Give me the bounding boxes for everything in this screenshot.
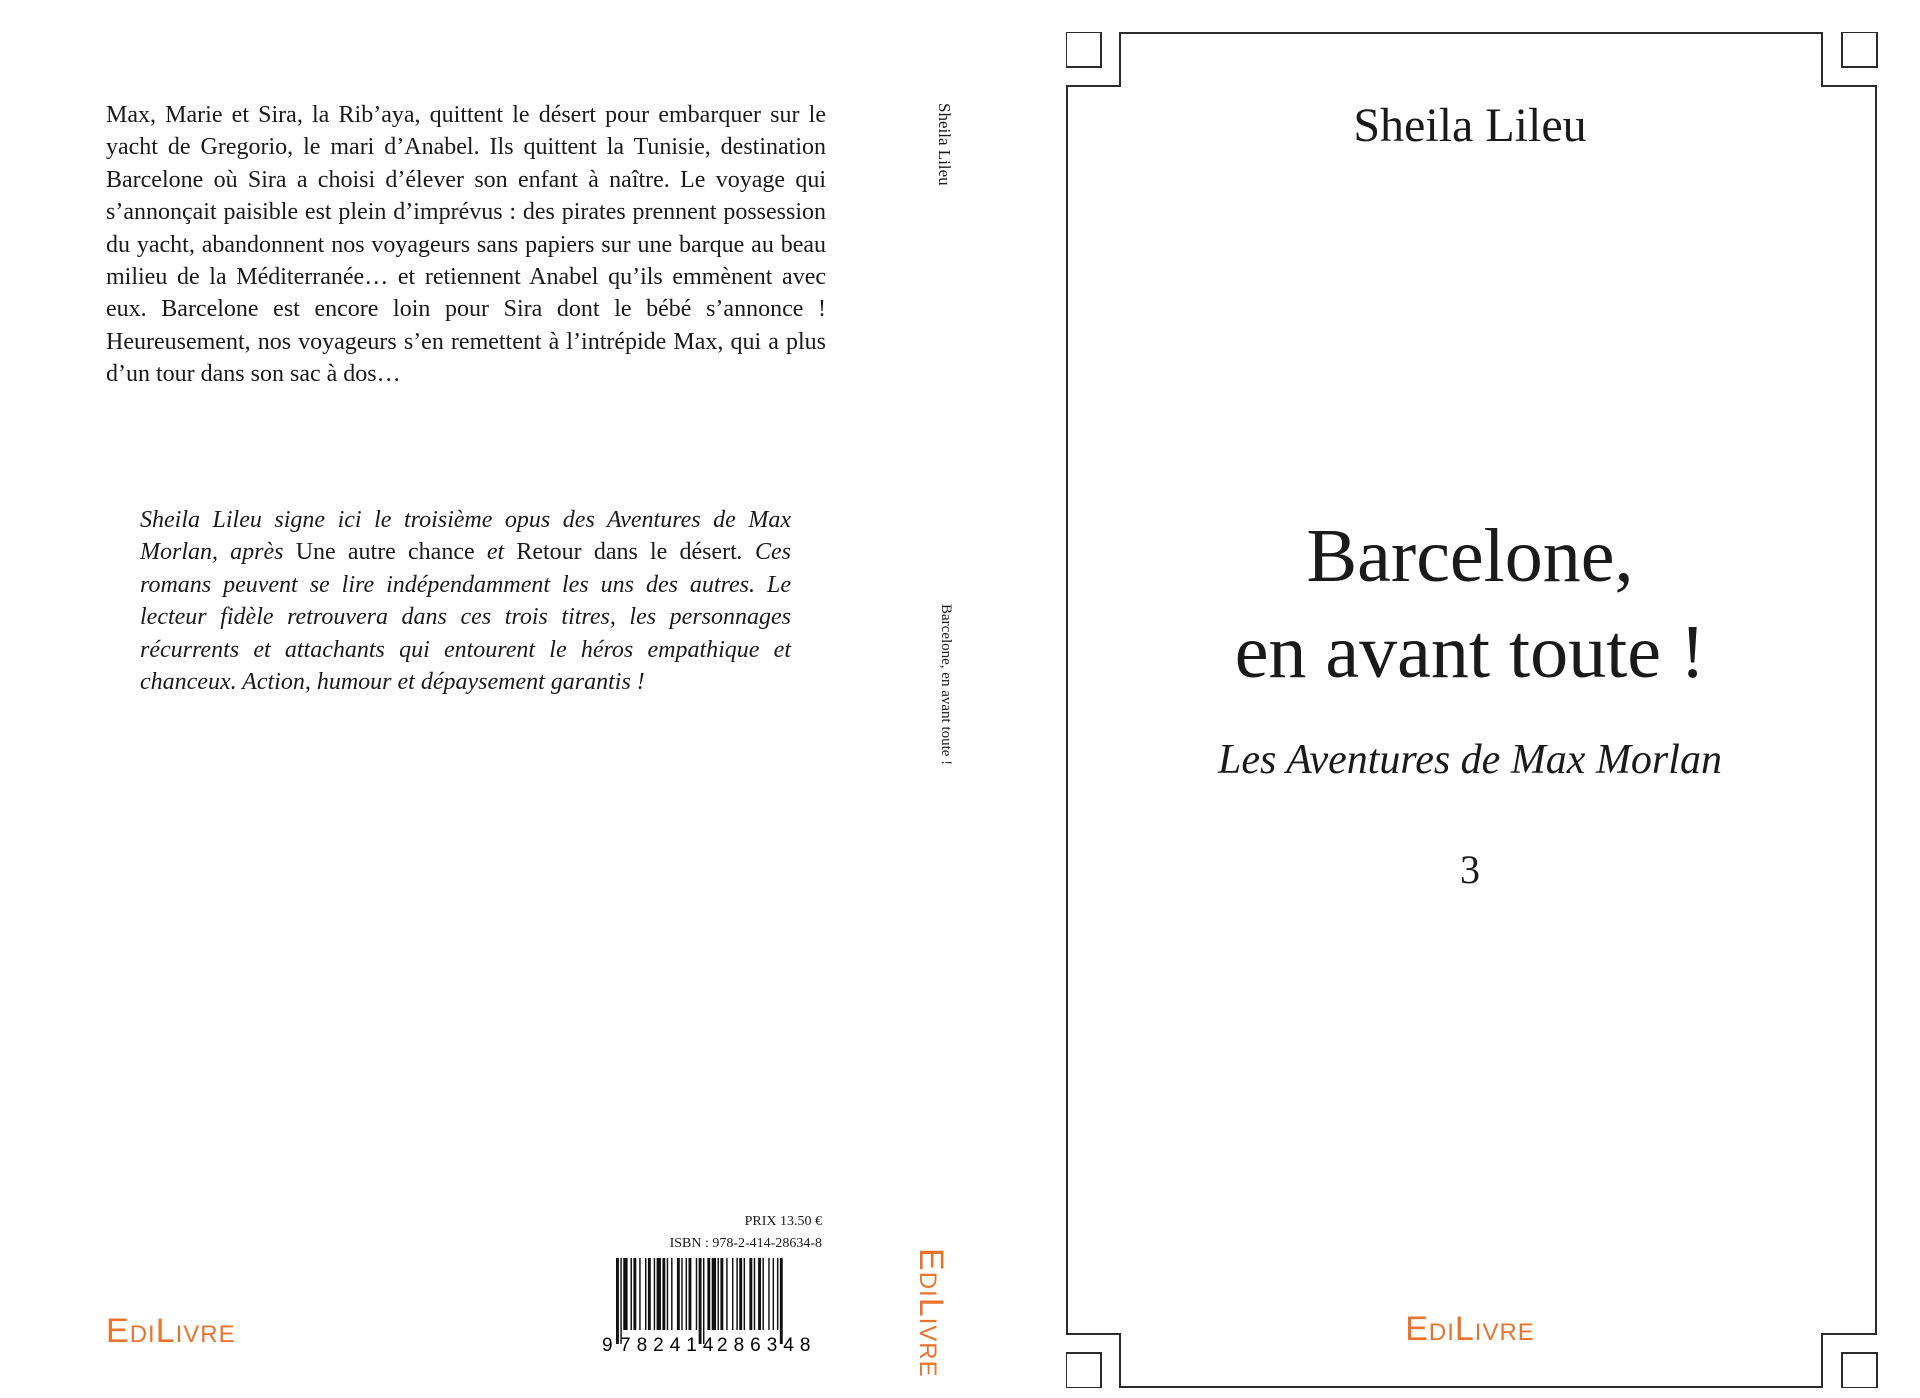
barcode-bar bbox=[777, 1258, 778, 1330]
bio-text-2: et bbox=[474, 539, 517, 566]
logo-part: E bbox=[1405, 1310, 1429, 1348]
barcode-bar bbox=[667, 1258, 668, 1330]
publisher-logo-front bbox=[1400, 1310, 1540, 1349]
barcode-bar bbox=[645, 1258, 646, 1330]
barcode-bar bbox=[623, 1258, 627, 1330]
bio-text-3: . Ces romans peuvent se lire indépendamment les uns des autres. Le lecteur fidèle retrouvera dans ces trois titres, les personnages récurrents et attachants qui entourent le héros empathique et chanceux. Action, humour et dépaysement garantis ! bbox=[140, 539, 792, 696]
bio-book-title-2: Retour dans le désert bbox=[516, 539, 737, 566]
barcode-digit-first: 9 bbox=[602, 1335, 613, 1354]
barcode-bar bbox=[648, 1258, 651, 1330]
barcode-bar bbox=[689, 1258, 692, 1330]
logo-part: E bbox=[912, 1248, 950, 1272]
logo-part: L bbox=[155, 1312, 176, 1350]
barcode-bar bbox=[780, 1258, 783, 1344]
barcode-bar bbox=[720, 1258, 723, 1330]
barcode-bar bbox=[671, 1258, 672, 1330]
barcode-bar bbox=[699, 1258, 702, 1344]
bio-book-title-1: Une autre chance bbox=[295, 539, 475, 566]
isbn-label: ISBN : 978-2-414-28634-8 bbox=[669, 1236, 822, 1251]
barcode-digits-right: 286348 bbox=[717, 1335, 817, 1354]
logo-part: IVRE bbox=[1474, 1319, 1535, 1346]
barcode-bar bbox=[762, 1258, 763, 1330]
barcode-bar bbox=[631, 1258, 632, 1330]
logo-part: DI bbox=[1428, 1319, 1455, 1346]
publisher-logo-spine bbox=[911, 1248, 950, 1378]
barcode-bar bbox=[620, 1258, 621, 1344]
logo-part: IVRE bbox=[175, 1321, 236, 1348]
barcode-bar bbox=[662, 1258, 665, 1330]
logo-part: DI bbox=[914, 1271, 941, 1298]
barcode-bar bbox=[654, 1258, 655, 1330]
barcode-bar bbox=[744, 1258, 745, 1330]
cover-title-line-1: Barcelone, bbox=[1306, 514, 1634, 598]
barcode-bar bbox=[736, 1258, 737, 1330]
cover-author: Sheila Lileu bbox=[1353, 99, 1587, 152]
volume-number: 3 bbox=[1460, 847, 1480, 892]
barcode bbox=[600, 1258, 824, 1354]
barcode-digits-left: 782414 bbox=[620, 1335, 720, 1354]
barcode-bar bbox=[633, 1258, 636, 1330]
barcode-bar bbox=[681, 1258, 682, 1330]
barcode-bar bbox=[639, 1258, 640, 1330]
logo-part: L bbox=[912, 1297, 950, 1318]
barcode-bar bbox=[758, 1258, 761, 1330]
spine-title: Barcelone, en avant toute ! bbox=[938, 604, 954, 766]
back-cover-blurb: Max, Marie et Sira, la Rib’aya, quittent le désert pour embarquer sur le yacht de Gregorio, le mari d’Anabel. Ils quittent la Tunisie, destination Barcelone où Sira a choisi d’élever son enfant à naître. Le voyage qui s’annonçait paisible est plein d’imprévus : des pirates prennent possession du yacht, abandonnent nos voyageurs sans papiers sur une barque au beau milieu de la Méditerranée… et retiennent Anabel qu’ils emmènent avec eux. Barcelone est encore loin pour Sira dont le bébé s’annonce ! Heureusement, nos voyageurs s’en remettent à l’intrépide Max, qui a plus d’un tour dans son sac à dos… bbox=[106, 102, 826, 388]
logo-part: DI bbox=[129, 1321, 156, 1348]
barcode-bar bbox=[686, 1258, 687, 1330]
series-name: Les Aventures de Max Morlan bbox=[1218, 737, 1722, 783]
cover-title-line-2: en avant toute ! bbox=[1234, 610, 1706, 694]
publisher-logo-back bbox=[106, 1312, 236, 1351]
barcode-bar bbox=[696, 1258, 697, 1330]
barcode-bar bbox=[754, 1258, 755, 1330]
barcode-bar bbox=[707, 1258, 710, 1330]
barcode-bars bbox=[616, 1258, 783, 1344]
cover-title bbox=[1170, 508, 1770, 700]
barcode-bar bbox=[732, 1258, 733, 1330]
spine-author: Sheila Lileu bbox=[935, 103, 954, 186]
barcode-bar bbox=[677, 1258, 680, 1330]
logo-part: L bbox=[1454, 1310, 1475, 1348]
barcode-bar bbox=[718, 1258, 719, 1330]
decorative-frame bbox=[1066, 32, 1888, 1388]
barcode-bar bbox=[739, 1258, 742, 1330]
author-bio bbox=[140, 504, 791, 698]
logo-part: E bbox=[106, 1312, 130, 1350]
bio-text-1: Sheila Lileu signe ici le troisième opus des Aventures de Max Morlan, après bbox=[140, 507, 791, 566]
barcode-bar bbox=[768, 1258, 769, 1330]
barcode-bar bbox=[712, 1258, 716, 1330]
barcode-bar bbox=[616, 1258, 619, 1344]
barcode-bar bbox=[657, 1258, 661, 1330]
barcode-bar bbox=[703, 1258, 704, 1344]
barcode-bar bbox=[726, 1258, 727, 1330]
barcode-bar bbox=[749, 1258, 752, 1330]
barcode-bar bbox=[773, 1258, 774, 1330]
price-label: PRIX 13.50 € bbox=[744, 1214, 822, 1229]
logo-part: IVRE bbox=[914, 1317, 941, 1378]
